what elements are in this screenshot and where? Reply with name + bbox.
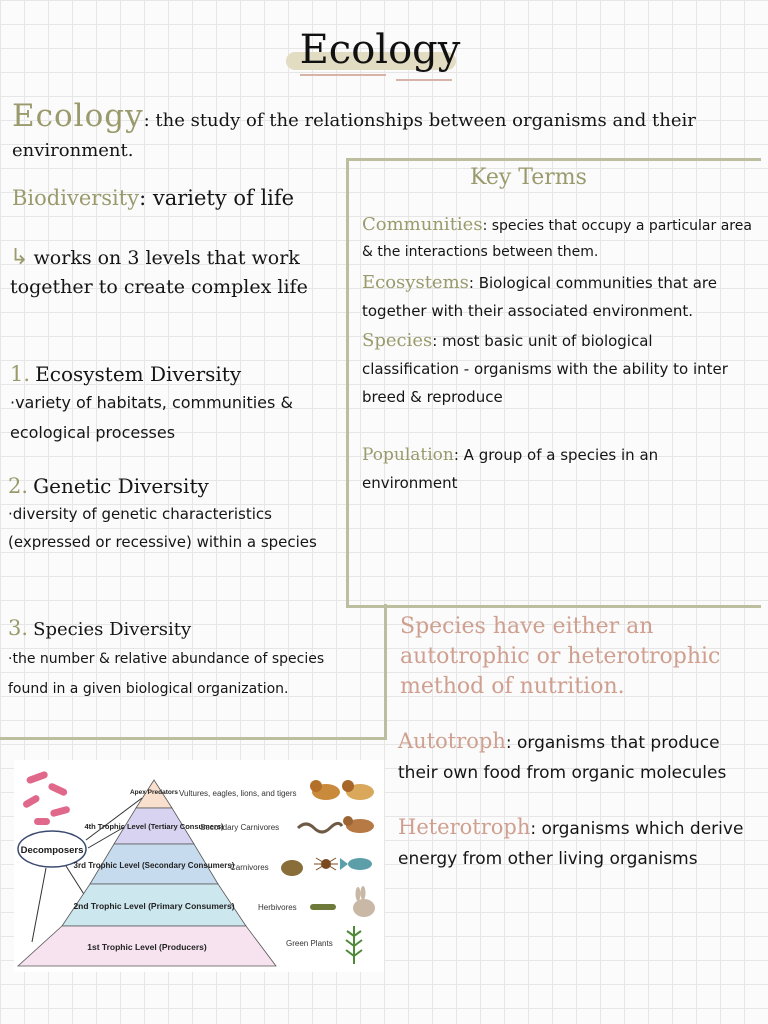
- biodiversity-term: Biodiversity: [12, 186, 140, 210]
- level-label-apex: Apex Predators: [129, 789, 179, 796]
- levels-intro: [10, 244, 310, 302]
- level-label-4: 4th Trophic Level (Tertiary Consumers): [84, 822, 224, 831]
- side-label-1: Green Plants: [286, 939, 333, 948]
- snake-icon: [298, 823, 342, 832]
- level-description: ·diversity of genetic characteristics (expressed or recessive) within a species: [8, 505, 317, 551]
- level-label-2: 2nd Trophic Level (Primary Consumers): [73, 901, 235, 911]
- level-name: Genetic Diversity: [33, 474, 209, 498]
- level-name: Species Diversity: [33, 619, 192, 640]
- level-species: [8, 614, 368, 704]
- fish-icon: [340, 858, 372, 870]
- wolf-icon: [343, 816, 374, 833]
- decomposers-label: Decomposers: [20, 845, 84, 856]
- levels-intro-text: works on 3 levels that work together to create complex life: [10, 247, 308, 298]
- key-term-population: [362, 441, 754, 497]
- level-number: 3.: [8, 616, 29, 640]
- lion-icon: [310, 780, 374, 800]
- heterotroph-term: Heterotroph: [398, 815, 531, 839]
- level-description: ·variety of habitats, communities & ecological processes: [10, 393, 293, 442]
- autotroph-text: : organisms that produce their own food from organic molecules: [398, 733, 727, 783]
- side-label-4: Secondary Carnivores: [200, 823, 280, 832]
- key-terms-list: [362, 212, 754, 497]
- key-terms-heading: Key Terms: [470, 165, 587, 190]
- level-number: 2.: [8, 474, 29, 498]
- level-label-3: 3rd Trophic Level (Secondary Consumers): [73, 861, 235, 870]
- trophic-pyramid: [14, 760, 384, 972]
- term-label: Population: [362, 445, 454, 465]
- biodiversity-text: : variety of life: [139, 186, 295, 210]
- ecology-text: : the study of the relationships between organisms and their environment.: [12, 110, 696, 161]
- term-definition: : A group of a species in an environment: [362, 446, 659, 492]
- autotroph-term: Autotroph: [398, 729, 506, 753]
- level-description: ·the number & relative abundance of species found in a given biological organization.: [8, 651, 325, 697]
- key-term-communities: [362, 212, 754, 265]
- caterpillar-icon: [310, 904, 336, 910]
- level-genetic: [8, 472, 338, 556]
- rabbit-icon: [353, 886, 375, 917]
- ecology-definition: [12, 96, 752, 166]
- level-name: Ecosystem Diversity: [35, 362, 242, 386]
- ecology-term: Ecology: [12, 98, 144, 134]
- frog-icon: [281, 860, 303, 876]
- side-label-3: Carnivores: [230, 863, 269, 872]
- term-label: Ecosystems: [362, 272, 469, 293]
- bacteria-icon: [22, 770, 71, 825]
- nutrition-statement: Species have either an autotrophic or heterotrophic method of nutrition.: [400, 614, 721, 699]
- biodiversity-definition: [12, 184, 342, 212]
- term-definition: : Biological communities that are together with their associated environment.: [362, 274, 717, 320]
- key-term-species: [362, 327, 754, 411]
- level-label-1: 1st Trophic Level (Producers): [87, 942, 207, 952]
- divider-line: [0, 737, 386, 740]
- page-title: Ecology: [299, 27, 461, 73]
- term-label: Species: [362, 330, 433, 351]
- key-term-ecosystems: [362, 269, 754, 325]
- term-definition: : species that occupy a particular area & the interactions between them.: [362, 218, 752, 260]
- heterotroph-text: : organisms which derive energy from other living organisms: [398, 819, 744, 869]
- level-ecosystem: [10, 360, 340, 448]
- term-definition: : most basic unit of biological classification - organisms with the ability to inter breed & reproduce: [362, 332, 728, 406]
- side-label-2: Herbivores: [258, 903, 297, 912]
- term-label: Communities: [362, 214, 483, 235]
- heterotroph-definition: [398, 812, 762, 874]
- arrow-icon: ↳: [10, 245, 29, 270]
- plant-icon: [346, 926, 362, 964]
- spider-icon: [314, 858, 338, 870]
- level-number: 1.: [10, 362, 31, 386]
- divider-line: [384, 604, 387, 740]
- side-label-apex: Vultures, eagles, lions, and tigers: [179, 789, 297, 798]
- trophic-pyramid-svg: [14, 760, 384, 972]
- autotroph-definition: [398, 726, 760, 788]
